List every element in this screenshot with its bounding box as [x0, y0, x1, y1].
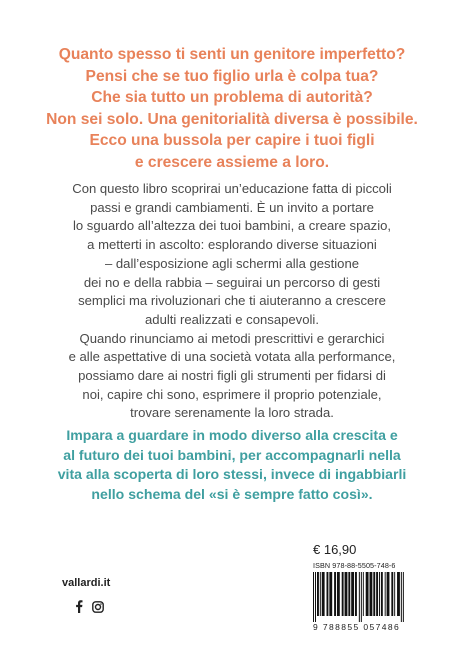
social-links [75, 600, 104, 618]
barcode-bar [363, 572, 364, 616]
closing-text [0, 426, 464, 504]
price-label: € 16,90 [313, 542, 357, 557]
barcode-bar [394, 572, 395, 616]
intro-line: Non sei solo. Una genitorialità diversa è possibile. [46, 110, 418, 128]
body-line: Con questo libro scoprirai un’educazione fatta di piccoli [72, 181, 392, 196]
closing-line: al futuro dei tuoi bambini, per accompagnarli nella [63, 446, 401, 463]
body-line: possiamo dare ai nostri figli gli strumenti per fidarsi di [78, 368, 386, 384]
isbn-label: ISBN 978-88-5505-748-6 [313, 561, 396, 570]
body-text [0, 180, 464, 423]
barcode-bar [373, 572, 375, 616]
barcode-bar [359, 572, 360, 622]
body-line: e alle aspettative di una società votata alla performance, [68, 349, 396, 365]
intro-line: Quanto spesso ti senti un genitore imperfetto? [58, 46, 406, 63]
barcode-bar [345, 572, 348, 616]
publisher-website[interactable]: vallardi.it [62, 577, 111, 589]
barcode-bar [403, 572, 404, 622]
barcode-bar [401, 572, 402, 622]
body-line: adulti realizzati e consapevoli. [145, 311, 319, 327]
barcode-bar [379, 572, 380, 616]
barcode-bar [329, 572, 332, 616]
intro-line: Che sia tutto un problema di autorità? [91, 89, 373, 107]
barcode-bar [342, 572, 344, 616]
body-line: – dall’esposizione agli schermi alla gestione [104, 255, 360, 271]
barcode-bar [385, 572, 386, 616]
barcode-bar [361, 572, 362, 622]
barcode-bar [337, 572, 340, 616]
barcode-bar [348, 572, 350, 616]
body-line: a metterti in ascolto: esplorando diverse situazioni [87, 237, 377, 253]
barcode-bar [351, 572, 354, 616]
barcode-bar [370, 572, 373, 616]
intro-text [0, 44, 464, 174]
barcode-bar [334, 572, 336, 616]
barcode-bar [313, 572, 314, 622]
barcode-bar [317, 572, 319, 616]
closing-line: vita alla scoperta di loro stessi, invece di ingabbiarli [57, 466, 407, 483]
barcode-bar [376, 572, 378, 616]
body-line: trovare serenamente la loro strada. [130, 405, 334, 421]
barcode-digits: 9 788855 057486 [313, 622, 401, 632]
facebook-icon[interactable] [75, 600, 83, 618]
body-line: noi, capire chi sono, esprimere il proprio potenziale, [82, 386, 382, 402]
barcode-bar [391, 572, 393, 616]
barcode-bar [381, 572, 383, 616]
barcode-bar [387, 572, 390, 616]
intro-line: e crescere assieme a loro. [134, 153, 330, 171]
barcode-bar [327, 572, 329, 616]
barcode-bar [355, 572, 357, 616]
barcode-bar [315, 572, 316, 622]
body-line: semplici ma rivoluzionari che ti aiuteranno a crescere [78, 293, 386, 309]
barcode-bar [366, 572, 369, 616]
closing-line: nello schema del «si è sempre fatto così». [91, 485, 373, 502]
intro-line: Ecco una bussola per capire i tuoi figli [89, 132, 375, 150]
barcode-bar [320, 572, 321, 616]
body-line: lo sguardo all’altezza dei tuoi bambini, a creare spazio, [72, 218, 392, 234]
body-line: Quando rinunciamo ai metodi prescrittivi e gerarchici [79, 330, 385, 346]
body-line: dei no e della rabbia – seguirai un percorso di gesti [83, 274, 381, 290]
intro-line: Pensi che se tuo figlio urla è colpa tua? [85, 67, 379, 85]
barcode-bar [397, 572, 400, 616]
body-line: passi e grandi cambiamenti. È un invito a portare [90, 199, 374, 215]
barcode [311, 572, 429, 622]
instagram-icon[interactable] [92, 600, 104, 618]
barcode-bar [322, 572, 325, 616]
closing-line: Impara a guardare in modo diverso alla crescita e [66, 427, 398, 443]
